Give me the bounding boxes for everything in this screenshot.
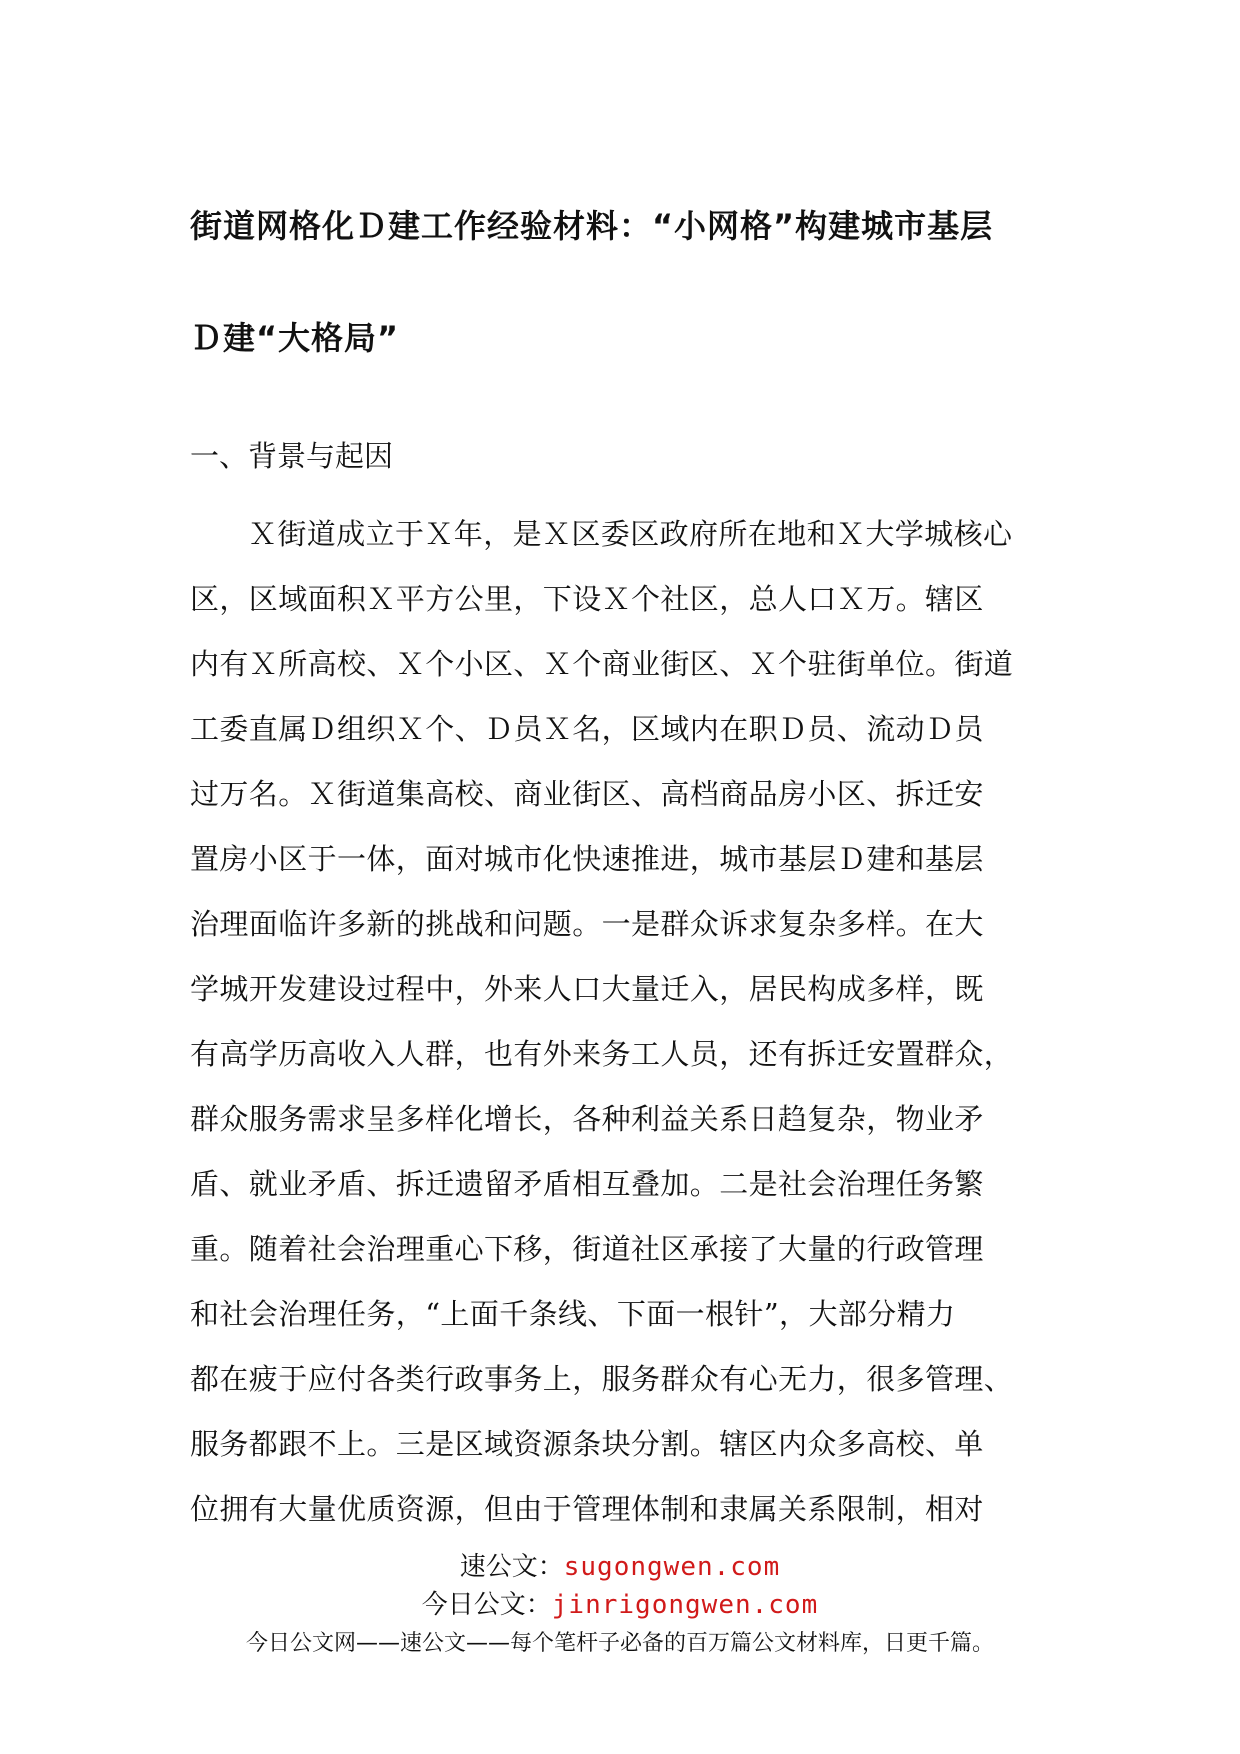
body-line: 和社会治理任务，“上面千条线、下面一根针”，大部分精力 <box>190 1297 956 1331</box>
footer-line-jinrigongwen <box>0 1592 1240 1618</box>
body-line: 区，区域面积Ｘ平方公里，下设Ｘ个社区，总人口Ｘ万。辖区 <box>190 582 984 616</box>
body-line: 治理面临许多新的挑战和问题。一是群众诉求复杂多样。在大 <box>190 907 984 941</box>
body-line: 位拥有大量优质资源，但由于管理体制和隶属关系限制，相对 <box>190 1492 984 1526</box>
document-title-line-2: Ｄ建“大格局” <box>190 319 400 357</box>
body-line: Ｘ街道成立于Ｘ年，是Ｘ区委区政府所在地和Ｘ大学城核心 <box>248 517 1013 551</box>
body-line: 群众服务需求呈多样化增长，各种利益关系日趋复杂，物业矛 <box>190 1102 984 1136</box>
body-line: 过万名。Ｘ街道集高校、商业街区、高档商品房小区、拆迁安 <box>190 777 984 811</box>
footer-line-sugongwen <box>0 1554 1240 1580</box>
body-line: 内有Ｘ所高校、Ｘ个小区、Ｘ个商业街区、Ｘ个驻街单位。街道 <box>190 647 1014 681</box>
footer-slogan: 今日公文网——速公文——每个笔杆子必备的百万篇公文材料库，日更千篇。 <box>245 1631 994 1656</box>
body-line: 工委直属Ｄ组织Ｘ个、Ｄ员Ｘ名，区域内在职Ｄ员、流动Ｄ员 <box>190 712 984 746</box>
footer-label-jinrigongwen: 今日公文： <box>421 1590 552 1620</box>
body-line: 学城开发建设过程中，外来人口大量迁入，居民构成多样，既 <box>190 972 984 1006</box>
body-line: 重。随着社会治理重心下移，街道社区承接了大量的行政管理 <box>190 1232 984 1266</box>
body-line: 服务都跟不上。三是区域资源条块分割。辖区内众多高校、单 <box>190 1427 984 1461</box>
body-paragraph <box>190 502 1060 1542</box>
footer-label-sugongwen: 速公文： <box>459 1552 564 1582</box>
body-line: 都在疲于应付各类行政事务上，服务群众有心无力，很多管理、 <box>190 1362 1014 1396</box>
footer-link-jinrigongwen[interactable]: jinrigongwen.com <box>551 1590 819 1620</box>
body-line: 盾、就业矛盾、拆迁遗留矛盾相互叠加。二是社会治理任务繁 <box>190 1167 984 1201</box>
body-line: 置房小区于一体，面对城市化快速推进，城市基层Ｄ建和基层 <box>190 842 984 876</box>
body-line: 有高学历高收入人群，也有外来务工人员，还有拆迁安置群众， <box>190 1037 1014 1071</box>
footer-link-sugongwen[interactable]: sugongwen.com <box>563 1552 781 1582</box>
section-heading: 一、背景与起因 <box>190 439 394 473</box>
document-title-line-1: 街道网格化Ｄ建工作经验材料：“小网格”构建城市基层 <box>190 207 994 245</box>
